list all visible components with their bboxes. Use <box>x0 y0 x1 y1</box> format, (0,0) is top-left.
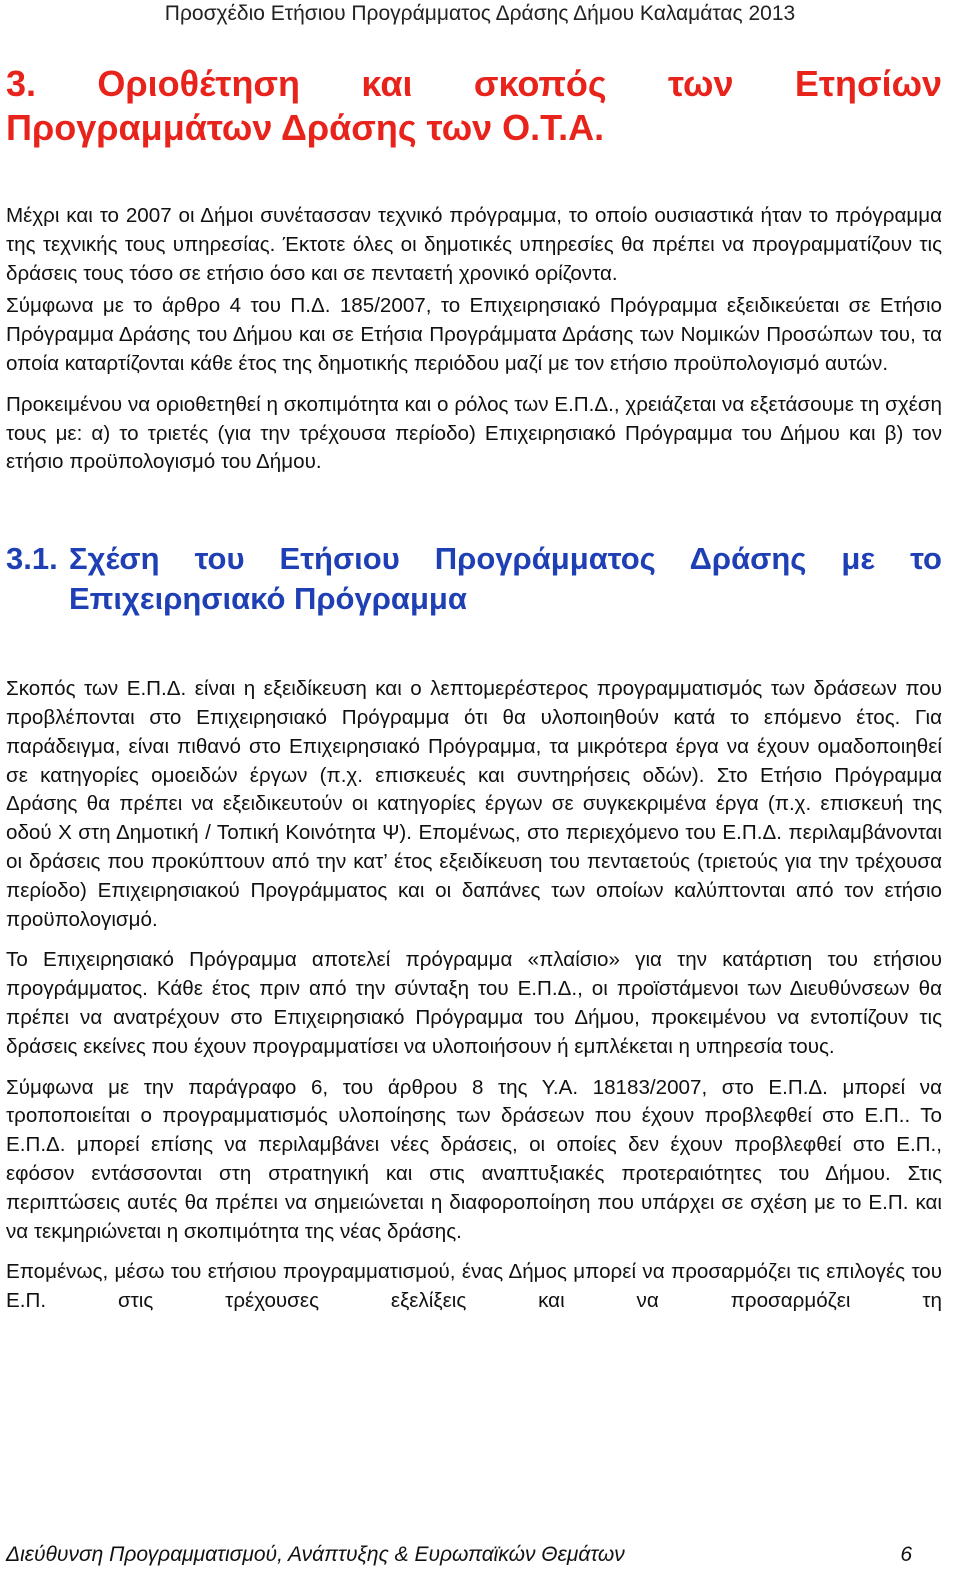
page-number: 6 <box>900 1543 912 1566</box>
document-body <box>6 62 942 1328</box>
paragraph: Σύμφωνα με το άρθρο 4 του Π.Δ. 185/2007, το Επιχειρησιακό Πρόγραμμα εξειδικεύεται σε Ετήσιο Πρόγραμμα Δράσης του Δήμου και σε Ετήσια Προγράμματα Δράσης των Νομικών Προσώπων του, τα οποία καταρτίζονται κάθε έτος της δημοτικής περιόδου μαζί με τον ετήσιο προϋπολογισμό αυτών. <box>6 294 942 375</box>
footer-department: Διεύθυνση Προγραμματισμού, Ανάπτυξης & Ευρωπαϊκών Θεμάτων <box>6 1543 625 1566</box>
section-number: 3.1. <box>6 541 58 577</box>
paragraph: Το Επιχειρησιακό Πρόγραμμα αποτελεί πρόγραμμα «πλαίσιο» για την κατάρτιση του ετήσιου προγράμματος. Κάθε έτος πριν από την σύνταξη του Ε.Π.Δ., οι προϊστάμενοι των Διευθύνσεων θα πρέπει να ανατρέχουν στο Επιχειρησιακό Πρόγραμμα του Δήμου, προκειμένου να εντοπίζουν τις δράσεις εκείνες που έχουν προγραμματίσει να υλοποιήσουν ή εμπλέκεται η υπηρεσία τους. <box>6 948 942 1058</box>
paragraph: Σκοπός των Ε.Π.Δ. είναι η εξειδίκευση και ο λεπτομερέστερος προγραμματισμός των δράσεων που προβλέπονται στο Επιχειρησιακό Πρόγραμμα ότι θα υλοποιηθούν κατά το επόμενο έτος. Για παράδειγμα, είναι πιθανό στο Επιχειρησιακό Πρόγραμμα, τα μικρότερα έργα να έχουν ομαδοποιηθεί σε κατηγορίες ομοειδών έργων (π.χ. επισκευές και συντηρήσεις οδών). Στο Ετήσιο Πρόγραμμα Δράσης θα πρέπει να εξειδικευτούν οι κατηγορίες έργων σε συγκεκριμένα έργα (π.χ. επισκευή της οδού Χ στη Δημοτική / Τοπική Κοινότητα Ψ). Επομένως, στο περιεχόμενο του Ε.Π.Δ. περιλαμβάνονται οι δράσεις που προκύπτουν από την κατ’ έτος εξειδίκευση του πενταετούς (τριετούς για την τρέχουσα περίοδο) Επιχειρησιακού Προγράμματος και οι δαπάνες των οποίων καλύπτονται από τον ετήσιο προϋπολογισμό. <box>6 677 942 931</box>
paragraph: Μέχρι και το 2007 οι Δήμοι συνέτασσαν τεχνικό πρόγραμμα, το οποίο ουσιαστικά ήταν το πρόγραμμα της τεχνικής τους υπηρεσίας. Έκτοτε όλες οι δημοτικές υπηρεσίες θα πρέπει να προγραμματίζουν τις δράσεις τους τόσο σε ετήσιο όσο και σε πενταετή χρονικό ορίζοντα. <box>6 204 942 285</box>
section-title: Σχέση του Ετήσιου Προγράμματος Δράσης με το Επιχειρησιακό Πρόγραμμα <box>69 541 942 617</box>
paragraph: Επομένως, μέσω του ετήσιου προγραμματισμού, ένας Δήμος μπορεί να προσαρμόζει τις επιλογές του Ε.Π. στις τρέχουσες εξελίξεις και να προσαρμόζει τη <box>6 1260 942 1313</box>
paragraph: Προκειμένου να οριοθετηθεί η σκοπιμότητα και ο ρόλος των Ε.Π.Δ., χρειάζεται να εξετάσουμε τη σχέση τους με: α) το τριετές (για την τρέχουσα περίοδο) Επιχειρησιακό Πρόγραμμα του Δήμου και β) τον ετήσιο προϋπολογισμό του Δήμου. <box>6 392 942 474</box>
paragraph: Σύμφωνα με την παράγραφο 6, του άρθρου 8 της Υ.Α. 18183/2007, στο Ε.Π.Δ. μπορεί να τροποποιείται ο προγραμματισμός υλοποίησης των δράσεων που έχουν προβλεφθεί στο Ε.Π.. Το Ε.Π.Δ. μπορεί επίσης να περιλαμβάνει νέες δράσεις, οι οποίες δεν έχουν προβλεφθεί στο Ε.Π., εφόσον εντάσσονται στη στρατηγική και στις αναπτυξιακές προτεραιότητες του Δήμου. Στις περιπτώσεις αυτές θα πρέπει να σημειώνεται η διαφοροποίηση που υπάρχει σε σχέση με το Ε.Π. και να τεκμηριώνεται η σκοπιμότητα της νέας δράσης. <box>6 1075 942 1243</box>
running-header: Προσχέδιο Ετήσιου Προγράμματος Δράσης Δήμου Καλαμάτας 2013 <box>164 2 796 25</box>
section-3-heading: 3. Οριοθέτηση και σκοπός των Ετησίων Προγραμμάτων Δράσης των Ο.Τ.Α. <box>6 63 942 148</box>
section-3-1-heading <box>6 539 942 619</box>
